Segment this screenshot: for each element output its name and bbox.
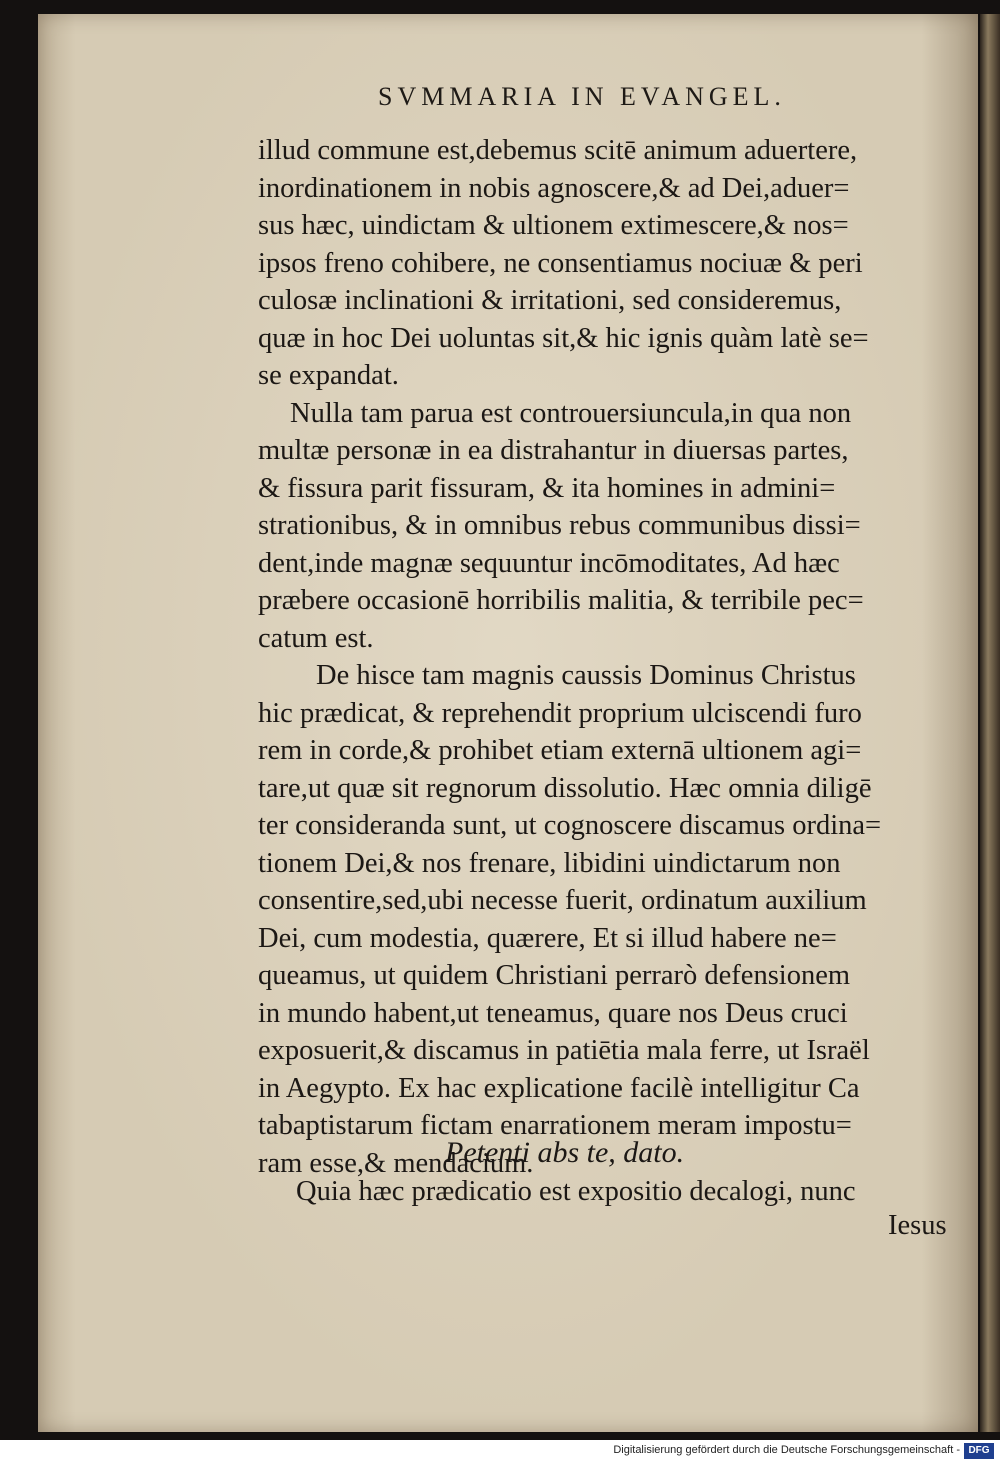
text-line: Quia hæc prædicatio est expositio decalogi, nunc xyxy=(296,1176,856,1207)
text-line: in mundo habent,ut teneamus, quare nos Deus cruci xyxy=(258,997,848,1029)
text-line: dent,inde magnæ sequuntur incōmoditates, Ad hæc xyxy=(258,547,840,579)
section-subheading: Petenti abs te, dato. xyxy=(445,1136,685,1169)
text-line: exposuerit,& discamus in patiētia mala ferre, ut Israël xyxy=(258,1035,870,1066)
text-line: hic prædicat, & reprehendit proprium ulciscendi furo xyxy=(258,697,862,729)
dfg-logo-icon: DFG xyxy=(964,1443,994,1459)
text-line: tare,ut quæ sit regnorum dissolutio. Hæc omnia diligē xyxy=(258,772,872,804)
text-line: culosæ inclinationi & irritationi, sed consideremus, xyxy=(258,285,842,316)
text-line: multæ personæ in ea distrahantur in diuersas partes, xyxy=(258,435,849,466)
text-line: catum est. xyxy=(258,622,374,654)
text-line: in Aegypto. Ex hac explicatione facilè intelligitur Ca xyxy=(258,1072,860,1104)
text-line: ram esse,& mendacium. xyxy=(258,1147,534,1179)
body-text xyxy=(258,132,958,1182)
text-line: sus hæc, uindictam & ultionem extimescere,& nos= xyxy=(258,210,849,241)
text-line: queamus, ut quidem Christiani perrarò defensionem xyxy=(258,960,851,991)
text-line: De hisce tam magnis caussis Dominus Christus xyxy=(316,660,856,691)
text-line: & fissura parit fissuram, & ita homines in admini= xyxy=(258,472,836,504)
text-line: ipsos freno cohibere, ne consentiamus nociuæ & peri xyxy=(258,247,863,279)
text-line: tabaptistarum fictam enarrationem meram impostu= xyxy=(258,1110,852,1141)
catchword: Iesus xyxy=(888,1210,947,1241)
text-line: illud commune est,debemus scitē animum aduertere, xyxy=(258,135,858,166)
text-line: Nulla tam parua est controuersiuncula,in qua non xyxy=(290,397,852,429)
running-head: SVMMARIA IN EVANGEL. xyxy=(378,82,786,111)
page-edge xyxy=(980,14,1000,1432)
text-line: quæ in hoc Dei uoluntas sit,& hic ignis quàm latè se= xyxy=(258,322,869,354)
text-line: inordinationem in nobis agnoscere,& ad Dei,aduer= xyxy=(258,172,850,204)
text-line: consentire,sed,ubi necesse fuerit, ordinatum auxilium xyxy=(258,885,867,916)
text-line: præbere occasionē horribilis malitia, & terribile pec= xyxy=(258,585,864,616)
text-line: tionem Dei,& nos frenare, libidini uindictarum non xyxy=(258,847,841,879)
text-line: ter consideranda sunt, ut cognoscere discamus ordina= xyxy=(258,810,882,841)
text-line: rem in corde,& prohibet etiam externā ultionem agi= xyxy=(258,735,862,766)
text-line: strationibus, & in omnibus rebus communibus dissi= xyxy=(258,510,861,541)
digitization-footer xyxy=(0,1440,1000,1465)
text-line: se expandat. xyxy=(258,360,399,391)
footer-credit: Digitalisierung gefördert durch die Deutsche Forschungsgemeinschaft - xyxy=(613,1444,960,1456)
text-line: Dei, cum modestia, quærere, Et si illud habere ne= xyxy=(258,922,837,954)
